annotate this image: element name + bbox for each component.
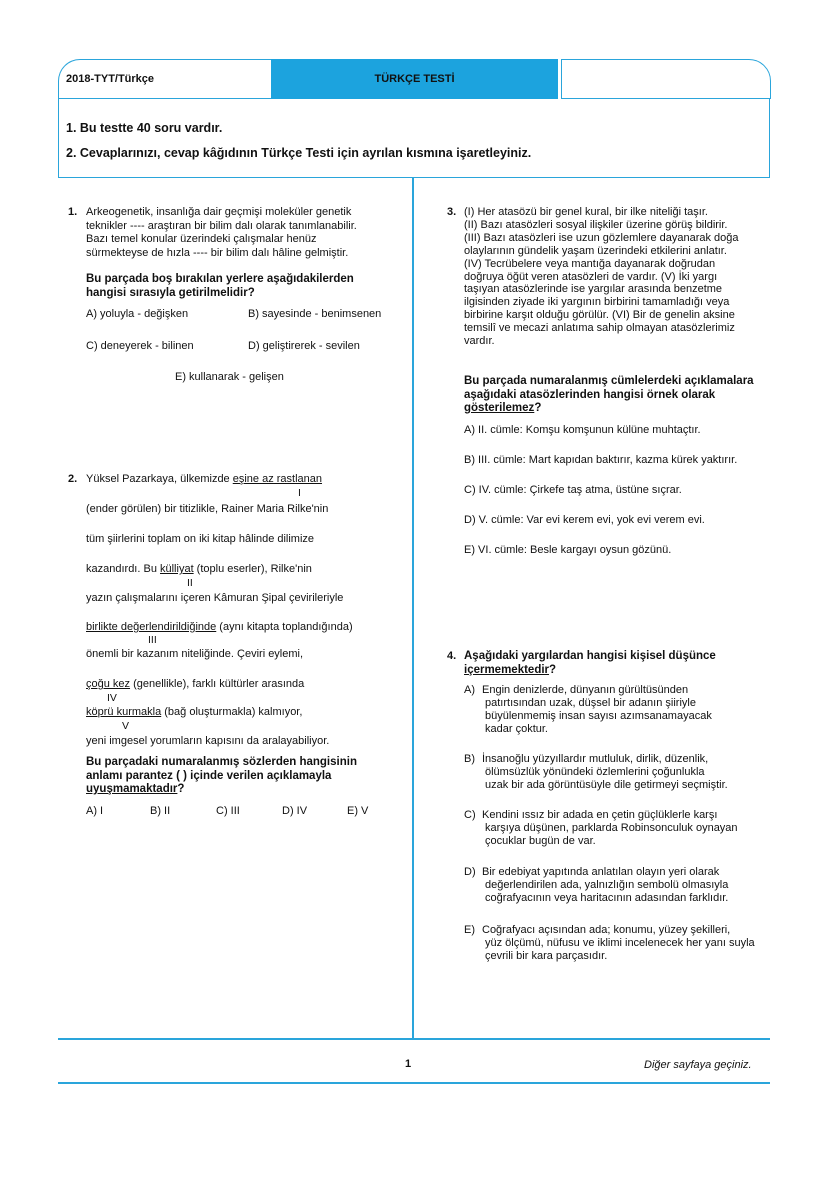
instruction-2: 2. Cevaplarınızı, cevap kâğıdının Türkçe Testi için ayrılan kısmına işaretleyiniz. — [66, 146, 532, 160]
question-number: 2. — [68, 473, 78, 485]
page-number: 1 — [405, 1058, 412, 1070]
option-c[interactable]: Kendini ıssız bir adada en çetin güçlüklerle karşı karşıya düşünen, parklarda Robinsonculuk oynayan çocuklar bugün de var. — [482, 809, 738, 847]
option-a[interactable]: A) I — [86, 805, 104, 817]
text-line: Arkeogenetik, insanlığa dair geçmişi moleküler genetik — [86, 206, 352, 218]
option-d[interactable]: D) V. cümle: Var evi kerem evi, yok evi verem evi. — [464, 514, 705, 526]
instruction-1: 1. Bu testte 40 soru vardır. — [66, 121, 223, 135]
question-text — [86, 206, 357, 260]
text-line: sürmekteyse de hızla ---- bir bilim dalı hâline gelmiştir. — [86, 246, 349, 259]
text-line: önemli bir kazanım niteliğinde. Çeviri eylemi, — [86, 648, 304, 660]
question-text: (I) Her atasözü bir genel kural, bir ilke niteliği taşır. (II) Bazı atasözleri sosyal ilişkiler üzerine görüş bildirir. (III) Bazı atasözleri ise uzun gözlemlere dayanarak doğa olaylarının gündelik yaşam üzerindeki etkilerini anlatır. (IV) Tecrübelere veya mantığa dayanarak doğrudan doğruya öğüt veren atasözleri de vardır. (V) İki yargı taşıyan atasözlerinde ise yargılar arasında benzetme ilgisinden ziyade iki yargının birbirini tamamladığı veya birbirine karşıt olduğu görülür. (VI) Bir de genelin aksine temsilî ve mecazi anlatıma sahip olmayan atasözlerimiz vardır. — [464, 206, 739, 348]
option-c-label[interactable]: C) — [464, 809, 476, 821]
marker-1: I — [298, 487, 301, 499]
option-a[interactable]: Engin denizlerde, dünyanın gürültüsünden patırtısından uzak, düşsel bir adanın şiiriyle büyülenmemiş insan sayısı azımsanamayacak kadar çoktur. — [482, 684, 712, 735]
header-right-cell — [561, 59, 771, 99]
option-b[interactable]: B) III. cümle: Mart kapıdan baktırır, kazma kürek yaktırır. — [464, 454, 738, 466]
test-title: TÜRKÇE TESTİ — [374, 73, 455, 85]
option-d[interactable]: Bir edebiyat yapıtında anlatılan olayın yeri olarak değerlendirilen ada, yalnızlığın sembolü olmasıyla coğrafyacının veya haritacının adasından farklıdır. — [482, 866, 729, 904]
text-line: (ender görülen) bir titizlikle, Rainer Maria Rilke'nin — [86, 503, 329, 515]
underlined-phrase-5: köprü kurmakla — [86, 706, 162, 718]
option-e[interactable]: E) kullanarak - gelişen — [175, 371, 284, 383]
text-line: Yüksel Pazarkaya, ülkemizde eşine az rastlanan — [86, 473, 323, 485]
marker-2: II — [187, 577, 193, 589]
question-prompt: Bu parçada numaralanmış cümlelerdeki açıklamalara aşağıdaki atasözlerinden hangisi örnek olarak gösterilemez? — [464, 375, 754, 414]
question-number: 4. — [447, 650, 457, 662]
underlined-phrase-2: külliyat — [160, 563, 194, 575]
option-d[interactable]: D) IV — [282, 805, 308, 817]
underlined-phrase-3: birlikte değerlendirildiğinde — [86, 621, 217, 633]
option-b[interactable]: B) II — [150, 805, 171, 817]
marker-5: V — [122, 720, 130, 732]
underlined-phrase-4: çoğu kez — [86, 678, 131, 690]
text-line: tüm şiirlerini toplam on iki kitap hâlinde dilimize — [86, 533, 315, 545]
question-number: 1. — [68, 206, 78, 218]
option-e[interactable]: E) V — [347, 805, 369, 817]
option-a[interactable]: A) II. cümle: Komşu komşunun külüne muhtaçtır. — [464, 424, 701, 436]
question-prompt: Aşağıdaki yargılardan hangisi kişisel düşünce içermemektedir? — [464, 650, 716, 676]
text-line: teknikler ---- araştıran bir bilim dalı olarak tanımlanabilir. — [86, 219, 357, 232]
prompt-line: Bu parçada boş bırakılan yerlere aşağıdakilerden — [86, 273, 354, 285]
option-e[interactable]: E) VI. cümle: Besle kargayı oysun gözünü. — [464, 544, 672, 556]
option-e[interactable]: Coğrafyacı açısından ada; konumu, yüzey şekilleri, yüz ölçümü, nüfusu ve iklimi incelenecek her yanı suyla çevrili bir kara parçasıdır. — [482, 924, 755, 962]
instructions-box — [58, 99, 770, 178]
question-prompt: Bu parçadaki numaralanmış sözlerden hangisinin anlamı parantez ( ) içinde verilen açıklamayla uyuşmamaktadır? — [86, 756, 357, 795]
option-b[interactable]: B) sayesinde - benimsenen — [248, 308, 382, 320]
option-d[interactable]: D) geliştirerek - sevilen — [248, 340, 360, 352]
option-e-label[interactable]: E) — [464, 924, 475, 936]
footer-rule-top — [58, 1038, 770, 1040]
marker-3: III — [148, 634, 157, 646]
text-line: çoğu kez (genellikle), farklı kültürler arasında — [86, 678, 305, 690]
text-line: Bazı temel konular üzerindeki çalışmalar henüz — [86, 233, 317, 245]
option-a-label[interactable]: A) — [464, 684, 475, 696]
prompt-line: hangisi sırasıyla getirilmelidir? — [86, 286, 255, 299]
option-d-label[interactable]: D) — [464, 866, 476, 878]
text-line: yazın çalışmalarını içeren Kâmuran Şipal çevirileriyle — [86, 592, 344, 604]
text-line: köprü kurmakla (bağ oluşturmakla) kalmıyor, — [86, 706, 303, 718]
option-b[interactable]: İnsanoğlu yüzyıllardır mutluluk, dirlik, düzenlik, ölümsüzlük yönündeki özlemlerini çoğunlukla uzak bir ada görüntüsüyle dile getirmeyi seçmiştir. — [482, 753, 728, 791]
option-b-label[interactable]: B) — [464, 753, 475, 765]
option-c[interactable]: C) deneyerek - bilinen — [86, 340, 194, 352]
marker-4: IV — [107, 692, 117, 704]
option-a[interactable]: A) yoluyla - değişken — [86, 308, 189, 320]
question-prompt — [86, 273, 354, 300]
text-line: yeni imgesel yorumların kapısını da aralayabiliyor. — [86, 735, 330, 747]
option-c[interactable]: C) IV. cümle: Çirkefe taş atma, üstüne sıçrar. — [464, 484, 682, 496]
text-line: kazandırdı. Bu külliyat (toplu eserler), Rilke'nin — [86, 563, 312, 575]
text-line: birlikte değerlendirildiğinde (aynı kitapta toplandığında) — [86, 621, 353, 633]
exam-label: 2018-TYT/Türkçe — [66, 73, 155, 85]
question-number: 3. — [447, 206, 457, 218]
column-divider — [412, 178, 414, 1038]
next-page-note: Diğer sayfaya geçiniz. — [644, 1059, 752, 1071]
footer-rule-bottom — [58, 1082, 770, 1084]
underlined-phrase-1: eşine az rastlanan — [232, 473, 323, 485]
option-c[interactable]: C) III — [216, 805, 240, 817]
